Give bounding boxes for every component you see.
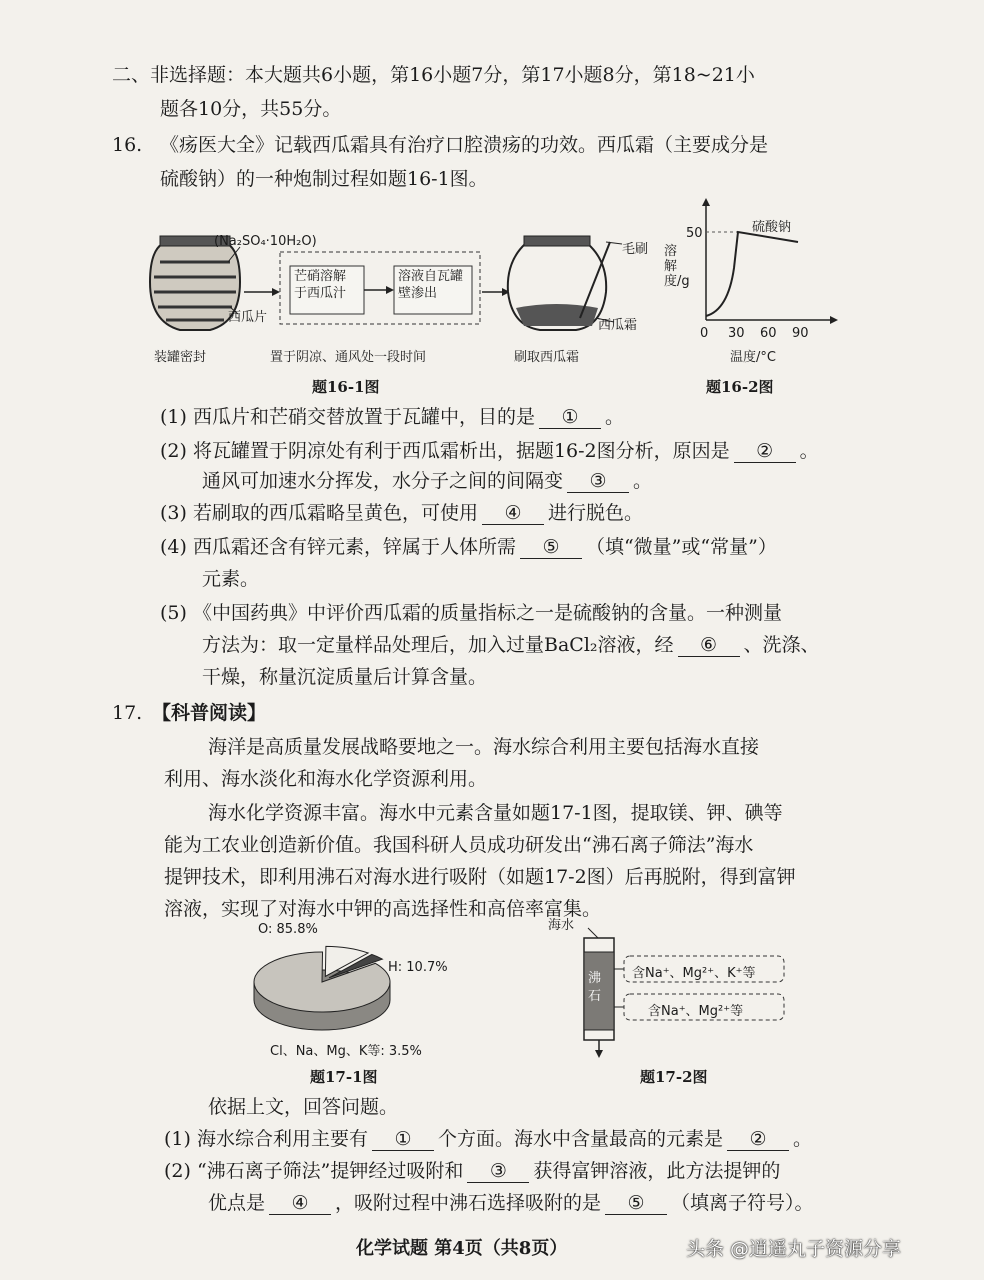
q16-4-cont: 元素。	[202, 568, 260, 590]
q16-2: (2) 将瓦罐置于阴凉处有利于西瓜霜析出，据题16-2图分析，原因是 ② 。	[160, 440, 819, 462]
q17-2: (2) “沸石离子筛法”提钾经过吸附和 ③ 获得富钾溶液，此方法提钾的	[164, 1160, 781, 1182]
blank-17-1: ①	[372, 1128, 434, 1151]
q16-intro-cont: 硫酸钠）的一种炮制过程如题16-1图。	[160, 168, 488, 190]
q17-number: 17.	[112, 702, 143, 724]
blank-16-1: ①	[539, 406, 601, 429]
step-1-label: 装罐密封	[154, 350, 207, 365]
outflow-ions: 含Na⁺、Mg²⁺等	[648, 1004, 744, 1019]
seawater-label: 海水	[548, 918, 575, 933]
q17-2-cont: 优点是 ④ ，吸附过程中沸石选择吸附的是 ⑤ （填离子符号）。	[208, 1192, 814, 1214]
blank-16-6: ⑥	[678, 634, 740, 657]
fig-16-2-caption: 题16-2图	[706, 378, 774, 396]
q16-number: 16.	[112, 134, 143, 156]
process-box-2: 溶液自瓦罐壁渗出	[398, 269, 464, 301]
q17-ask: 依据上文，回答问题。	[208, 1096, 399, 1118]
q17-p2-cont1: 能为工农业创造新价值。我国科研人员成功研发出“沸石离子筛法”海水	[164, 834, 754, 856]
frost-label: 西瓜霜	[598, 318, 638, 333]
element-pie-chart	[252, 942, 402, 1038]
y-tick-50: 50	[686, 226, 703, 241]
formula-label: (Na₂SO₄·10H₂O)	[214, 234, 317, 249]
blank-17-2: ②	[727, 1128, 789, 1151]
blank-17-4: ④	[269, 1192, 331, 1215]
q17-p1: 海洋是高质量发展战略要地之一。海水综合利用主要包括海水直接	[208, 736, 760, 758]
q16-5-cont2: 干燥，称量沉淀质量后计算含量。	[202, 666, 488, 688]
pie-label-H: H: 10.7%	[388, 960, 448, 975]
q17-p2-cont3: 溶液，实现了对海水中钾的高选择性和高倍率富集。	[164, 898, 602, 920]
x-tick-90: 90	[792, 326, 809, 341]
fig-16-1-caption: 题16-1图	[312, 378, 380, 396]
watermark: 头条 @逍遥丸子资源分享	[686, 1238, 902, 1260]
pie-label-others: Cl、Na、Mg、K等: 3.5%	[270, 1044, 422, 1059]
blank-16-4: ④	[482, 502, 544, 525]
blank-16-3: ③	[567, 470, 629, 493]
q16-5-cont: 方法为：取一定量样品处理后，加入过量BaCl₂溶液，经 ⑥ 、洗涤、	[202, 634, 820, 656]
x-tick-30: 30	[728, 326, 745, 341]
solubility-ylabel: 溶解度/g	[664, 244, 690, 289]
q16-3: (3) 若刷取的西瓜霜略呈黄色，可使用 ④ 进行脱色。	[160, 502, 643, 524]
inflow-ions: 含Na⁺、Mg²⁺、K⁺等	[632, 966, 756, 981]
blank-16-2: ②	[734, 440, 796, 463]
step-2-label: 置于阴凉、通风处一段时间	[270, 350, 427, 365]
slice-label: 西瓜片	[228, 310, 268, 325]
page-footer: 化学试题 第4页（共8页）	[356, 1238, 568, 1259]
pie-label-O: O: 85.8%	[258, 922, 318, 937]
process-box-1: 芒硝溶解于西瓜汁	[294, 269, 347, 301]
blank-17-3: ③	[467, 1160, 529, 1183]
zeolite-column-diagram	[570, 918, 790, 1058]
q16-intro: 《疡医大全》记载西瓜霜具有治疗口腔溃疡的功效。西瓜霜（主要成分是	[160, 134, 769, 156]
fig-17-2-caption: 题17-2图	[640, 1068, 708, 1086]
brush-label: 毛刷	[622, 242, 649, 257]
blank-17-5: ⑤	[605, 1192, 667, 1215]
section-title-cont: 题各10分，共55分。	[160, 98, 342, 120]
section-title: 二、非选择题：本大题共6小题，第16小题7分，第17小题8分，第18~21小	[112, 64, 755, 86]
q17-heading: 【科普阅读】	[152, 702, 267, 724]
x-tick-60: 60	[760, 326, 777, 341]
q17-p1-cont: 利用、海水淡化和海水化学资源利用。	[164, 768, 488, 790]
blank-16-5: ⑤	[520, 536, 582, 559]
curve-label: 硫酸钠	[752, 220, 792, 235]
q16-4: (4) 西瓜霜还含有锌元素，锌属于人体所需 ⑤ （填“微量”或“常量”）	[160, 536, 777, 558]
step-3-label: 刷取西瓜霜	[514, 350, 580, 365]
q16-1: (1) 西瓜片和芒硝交替放置于瓦罐中，目的是 ① 。	[160, 406, 624, 428]
q17-p2-cont2: 提钾技术，即利用沸石对海水进行吸附（如题17-2图）后再脱附，得到富钾	[164, 866, 796, 888]
x-tick-0: 0	[700, 326, 709, 341]
q16-2-cont: 通风可加速水分挥发，水分子之间的间隔变 ③ 。	[202, 470, 653, 492]
solubility-xlabel: 温度/°C	[730, 350, 776, 365]
q17-p2: 海水化学资源丰富。海水中元素含量如题17-1图，提取镁、钾、碘等	[208, 802, 783, 824]
q17-1: (1) 海水综合利用主要有 ① 个方面。海水中含量最高的元素是 ② 。	[164, 1128, 812, 1150]
q16-5: (5) 《中国药典》中评价西瓜霜的质量指标之一是硫酸钠的含量。一种测量	[160, 602, 782, 624]
fig-17-1-caption: 题17-1图	[310, 1068, 378, 1086]
zeolite-label: 沸石	[588, 971, 602, 1004]
